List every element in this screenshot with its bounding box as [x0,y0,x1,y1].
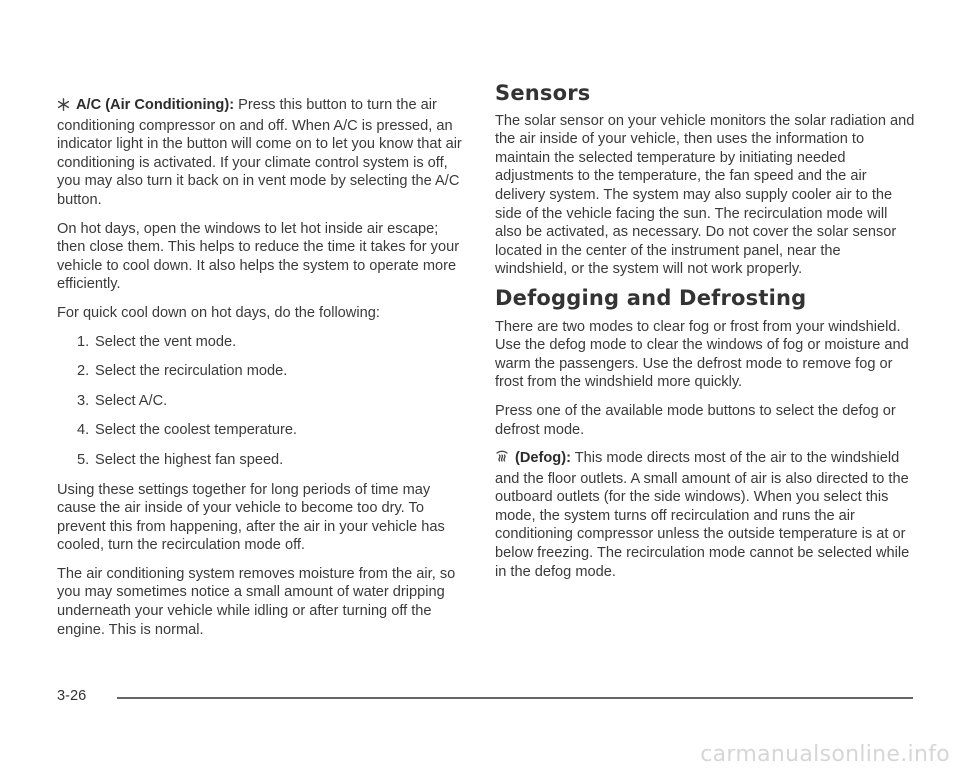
step-text: Select the recirculation mode. [95,363,288,380]
watermark: carmanualsonline.info [700,742,950,767]
ac-label: A/C (Air Conditioning): [76,97,235,113]
defog-intro-paragraph: There are two modes to clear fog or frost from your windshield. Use the defog mode to clear the windows of fog or moisture and warm the passengers. Use the defrost mode to remove fog or frost from the windshield more quickly. [495,318,909,391]
mode-select-paragraph: Press one of the available mode buttons to select the defog or defrost mode. [495,402,896,438]
list-item [57,392,465,411]
list-item [57,362,465,381]
hot-days-paragraph: On hot days, open the windows to let hot inside air escape; then close them. This helps to reduce the time it takes for your vehicle to cool down. It also helps the system to operate more efficiently. [57,220,460,293]
defog-icon [495,449,509,470]
page-number: 3-26 [57,688,87,704]
left-column [57,96,465,649]
defogging-heading: Defogging and Defrosting [495,285,807,310]
quick-cool-paragraph: For quick cool down on hot days, do the following: [57,304,380,321]
moisture-paragraph: The air conditioning system removes moisture from the air, so you may sometimes notice a small amount of water dripping underneath your vehicle while idling or after turning off the engine. This is normal. [57,565,456,638]
step-text: Select the coolest temperature. [95,422,297,439]
step-text: Select the highest fan speed. [95,451,284,468]
list-item [57,421,465,440]
step-number: 4. [77,422,90,439]
step-number: 5. [77,451,90,468]
defog-description: This mode directs most of the air to the windshield and the floor outlets. A small amount of air is also directed to the outboard outlets (for the side windows). When you select this mode, the system turns off recirculation and runs the air conditioning compressor unless the outside temperature is at or below freezing. The recirculation mode cannot be selected while in the defog mode. [495,450,910,580]
step-number: 3. [77,392,90,409]
ac-description: Press this button to turn the air conditioning compressor on and off. When A/C is pressed, an indicator light in the button will come on to let you know that air conditioning is activated. If your climate control system is off, you may also turn it back on in vent mode by selecting the A/C button. [57,97,462,208]
ac-paragraph [57,96,465,210]
snowflake-icon [57,98,70,117]
right-column [495,81,915,591]
defog-label: (Defog): [515,450,571,467]
defog-paragraph [495,449,915,581]
list-item [57,451,465,470]
page-footer [57,688,913,708]
step-number: 2. [77,363,90,380]
step-text: Select the vent mode. [95,333,237,350]
step-text: Select A/C. [95,392,168,409]
cool-down-steps [57,333,465,470]
sensors-heading: Sensors [495,81,591,105]
list-item [57,333,465,352]
step-number: 1. [77,333,90,350]
settings-paragraph: Using these settings together for long periods of time may cause the air inside of your vehicle to become too dry. To prevent this from happening, after the air in your vehicle has cooled, turn the recirculation mode off. [57,481,445,554]
footer-rule [117,697,913,699]
sensors-paragraph: The solar sensor on your vehicle monitors the solar radiation and the air inside of your vehicle, then uses the information to maintain the selected temperature by initiating needed adjustments to the temperature, the fan speed and the air delivery system. The system may also supply cooler air to the side of the vehicle facing the sun. The recirculation mode will also be activated, as necessary. Do not cover the solar sensor located in the center of the instrument panel, near the windshield, or the system will not work properly. [495,112,915,278]
